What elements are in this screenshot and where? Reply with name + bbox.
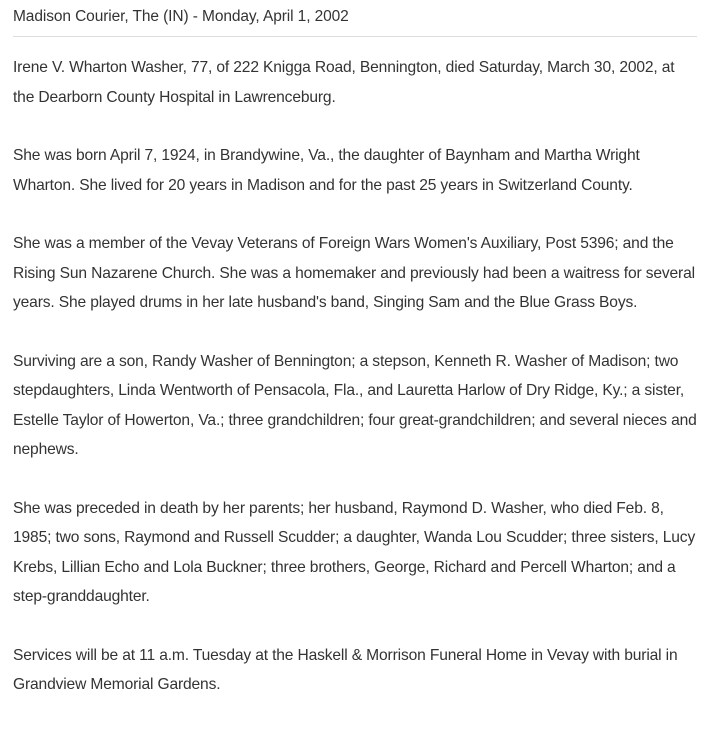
paragraph-memberships: She was a member of the Vevay Veterans of Foreign Wars Women's Auxiliary, Post 5396; and the Rising Sun Nazarene Church. She was a homemaker and previously had been a waitress for several years. She played drums in her late husband's band, Singing Sam and the Blue Grass Boys. [13,235,695,311]
paragraph-preceded-in-death: She was preceded in death by her parents; her husband, Raymond D. Washer, who died Feb. 8, 1985; two sons, Raymond and Russell Scudder; a daughter, Wanda Lou Scudder; three sisters, Lucy Krebs, Lillian Echo and Lola Buckner; three brothers, George, Richard and Percell Wharton; and a step-granddaughter. [13,499,696,605]
obituary-article [13,37,697,700]
paragraph-survivors: Surviving are a son, Randy Washer of Bennington; a stepson, Kenneth R. Washer of Madison; two stepdaughters, Linda Wentworth of Pensacola, Fla., and Lauretta Harlow of Dry Ridge, Ky.; a sister, Estelle Taylor of Howerton, Va.; three grandchildren; four great-grandchildren; and several nieces and nephews. [13,352,697,458]
source-header: Madison Courier, The (IN) - Monday, April 1, 2002 [13,0,697,37]
paragraph-death-notice: Irene V. Wharton Washer, 77, of 222 Knigga Road, Bennington, died Saturday, March 30, 2002, at the Dearborn County Hospital in Lawrenceburg. [13,59,675,106]
paragraph-services: Services will be at 11 a.m. Tuesday at the Haskell & Morrison Funeral Home in Vevay with burial in Grandview Memorial Gardens. [13,646,678,693]
obituary-page [13,0,697,700]
paragraph-birth: She was born April 7, 1924, in Brandywine, Va., the daughter of Baynham and Martha Wright Wharton. She lived for 20 years in Madison and for the past 25 years in Switzerland County. [13,147,640,194]
